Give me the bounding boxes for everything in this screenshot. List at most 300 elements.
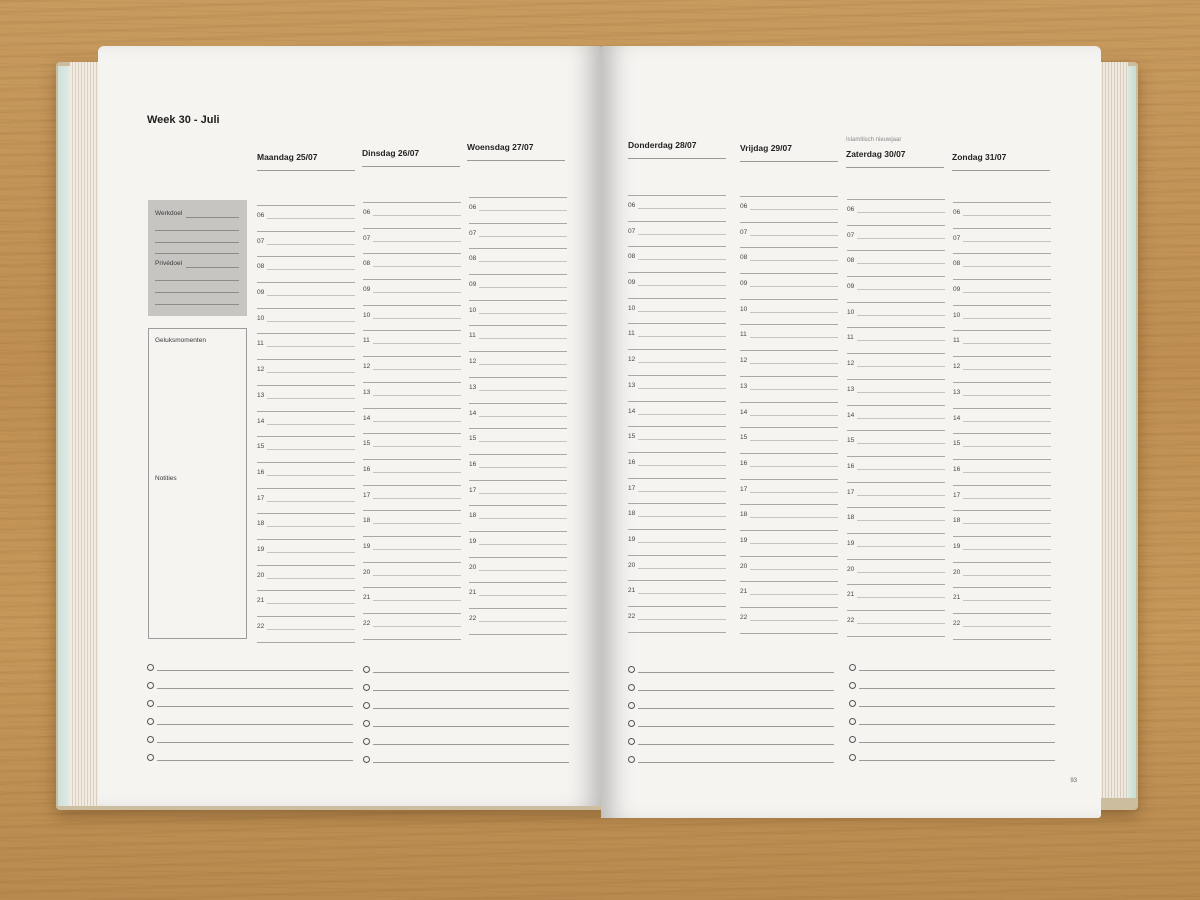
half-hour-line <box>267 603 355 604</box>
hour-label: 10 <box>257 314 265 322</box>
hour-row[interactable] <box>740 480 838 506</box>
half-hour-line <box>373 472 461 473</box>
hour-label: 10 <box>953 311 961 319</box>
hour-label: 21 <box>740 588 748 596</box>
hour-row[interactable] <box>469 249 567 275</box>
half-hour-line <box>857 443 945 444</box>
hour-grid <box>953 193 1051 640</box>
hour-label: 21 <box>847 591 855 599</box>
hour-row[interactable] <box>847 534 945 560</box>
half-hour-line <box>857 289 945 290</box>
day-column <box>628 140 726 159</box>
day-heading-rule <box>952 170 1050 171</box>
hour-row[interactable] <box>740 428 838 454</box>
hour-row[interactable] <box>363 331 461 357</box>
hour-row-top <box>363 193 461 203</box>
hour-row[interactable] <box>363 229 461 255</box>
todo-line <box>859 688 1055 689</box>
hour-row[interactable] <box>740 557 838 583</box>
hour-row[interactable] <box>363 254 461 280</box>
hour-row[interactable] <box>257 437 355 463</box>
hour-label: 20 <box>847 565 855 573</box>
hour-row[interactable] <box>363 203 461 229</box>
todo-item[interactable] <box>628 754 834 772</box>
half-hour-line <box>638 208 726 209</box>
half-hour-line <box>267 629 355 630</box>
todo-item[interactable] <box>849 680 1055 698</box>
todo-item[interactable] <box>363 700 569 718</box>
hour-row[interactable] <box>740 377 838 403</box>
half-hour-line <box>267 475 355 476</box>
hour-label: 07 <box>740 228 748 236</box>
hour-row[interactable] <box>953 254 1051 280</box>
hour-label: 06 <box>628 202 636 209</box>
hour-row[interactable] <box>257 309 355 335</box>
checkbox-circle-icon[interactable] <box>849 682 856 689</box>
todo-item[interactable] <box>147 698 353 716</box>
half-hour-line <box>373 626 461 627</box>
hour-label: 20 <box>363 568 371 576</box>
hour-row[interactable] <box>847 226 945 252</box>
hour-label: 21 <box>363 594 371 602</box>
hour-label: 08 <box>257 263 265 271</box>
hour-label: 16 <box>953 465 961 473</box>
checkbox-circle-icon[interactable] <box>628 720 635 727</box>
hour-row[interactable] <box>363 460 461 486</box>
half-hour-line <box>638 491 726 492</box>
hour-label: 18 <box>740 511 748 519</box>
half-hour-line <box>750 492 838 493</box>
checkbox-circle-icon[interactable] <box>628 666 635 673</box>
hour-row[interactable] <box>740 300 838 326</box>
hour-label: 20 <box>740 562 748 570</box>
half-hour-line <box>267 552 355 553</box>
hour-row[interactable] <box>740 505 838 531</box>
hour-row[interactable] <box>847 277 945 303</box>
hour-row[interactable] <box>363 537 461 563</box>
checkbox-circle-icon[interactable] <box>147 664 154 671</box>
checkbox-circle-icon[interactable] <box>849 664 856 671</box>
hour-row[interactable] <box>628 247 726 273</box>
hour-row[interactable] <box>628 324 726 350</box>
hour-row[interactable] <box>469 198 567 224</box>
hour-label: 18 <box>628 510 636 518</box>
hour-label: 08 <box>469 255 477 263</box>
todo-item[interactable] <box>628 700 834 718</box>
hour-row[interactable] <box>740 325 838 351</box>
hour-label: 19 <box>847 539 855 547</box>
hour-label: 09 <box>257 289 265 297</box>
half-hour-line <box>750 389 838 390</box>
hour-row[interactable] <box>363 357 461 383</box>
hour-row[interactable] <box>847 328 945 354</box>
half-hour-line <box>638 234 726 235</box>
hour-row[interactable] <box>953 383 1051 409</box>
todo-item[interactable] <box>147 680 353 698</box>
hour-row[interactable] <box>469 326 567 352</box>
hour-row[interactable] <box>953 331 1051 357</box>
hour-row[interactable] <box>363 280 461 306</box>
todo-line <box>373 726 569 727</box>
hour-row[interactable] <box>628 196 726 222</box>
half-hour-line <box>638 568 726 569</box>
happy-moments-box <box>148 328 247 639</box>
hour-row[interactable] <box>257 386 355 412</box>
todo-line <box>859 670 1055 671</box>
hour-row[interactable] <box>953 229 1051 255</box>
hour-row[interactable] <box>363 383 461 409</box>
hour-row[interactable] <box>628 222 726 248</box>
checkbox-circle-icon[interactable] <box>147 736 154 743</box>
hour-label: 06 <box>953 209 961 216</box>
todo-line <box>859 706 1055 707</box>
half-hour-line <box>963 395 1051 396</box>
todo-list <box>363 664 569 772</box>
hour-row[interactable] <box>469 481 567 507</box>
todo-line <box>373 690 569 691</box>
checkbox-circle-icon[interactable] <box>147 718 154 725</box>
hour-row[interactable] <box>469 404 567 430</box>
hour-row[interactable] <box>628 402 726 428</box>
half-hour-line <box>267 424 355 425</box>
hour-label: 14 <box>740 408 748 416</box>
hour-row[interactable] <box>469 275 567 301</box>
hour-row[interactable] <box>363 409 461 435</box>
half-hour-line <box>373 421 461 422</box>
hour-row[interactable] <box>257 463 355 489</box>
todo-item[interactable] <box>849 752 1055 770</box>
day-heading: Vrijdag 29/07 <box>740 143 792 153</box>
half-hour-line <box>750 209 838 210</box>
hour-row[interactable] <box>257 412 355 438</box>
half-hour-line <box>479 390 567 391</box>
hour-label: 14 <box>363 414 371 422</box>
hour-row[interactable] <box>363 563 461 589</box>
hour-row[interactable] <box>628 607 726 633</box>
day-column <box>257 152 355 171</box>
half-hour-line <box>479 621 567 622</box>
todo-item[interactable] <box>363 754 569 772</box>
hour-row[interactable] <box>740 582 838 608</box>
todo-item[interactable] <box>849 662 1055 680</box>
half-hour-line <box>373 215 461 216</box>
hour-row[interactable] <box>363 614 461 640</box>
hour-label: 06 <box>363 209 371 216</box>
checkbox-circle-icon[interactable] <box>363 756 370 763</box>
half-hour-line <box>373 446 461 447</box>
checkbox-circle-icon[interactable] <box>363 720 370 727</box>
half-hour-line <box>638 388 726 389</box>
hour-row[interactable] <box>847 457 945 483</box>
hour-row[interactable] <box>740 197 838 223</box>
day-heading: Woensdag 27/07 <box>467 142 534 152</box>
hour-row[interactable] <box>363 434 461 460</box>
hour-row[interactable] <box>740 351 838 377</box>
hour-row[interactable] <box>628 556 726 582</box>
half-hour-line <box>373 600 461 601</box>
hour-row[interactable] <box>953 460 1051 486</box>
hour-row[interactable] <box>847 406 945 432</box>
hour-row[interactable] <box>953 409 1051 435</box>
day-heading-rule <box>628 158 726 159</box>
hour-row-top <box>257 196 355 206</box>
hour-row[interactable] <box>257 566 355 592</box>
day-heading: Zaterdag 30/07 <box>846 149 906 159</box>
hour-row[interactable] <box>953 563 1051 589</box>
hour-row[interactable] <box>740 403 838 429</box>
hour-row[interactable] <box>363 511 461 537</box>
hour-row[interactable] <box>363 306 461 332</box>
todo-item[interactable] <box>363 718 569 736</box>
half-hour-line <box>963 343 1051 344</box>
hour-row[interactable] <box>628 427 726 453</box>
hour-row[interactable] <box>469 609 567 635</box>
todo-item[interactable] <box>628 664 834 682</box>
hour-label: 22 <box>363 620 371 627</box>
hour-label: 06 <box>257 212 265 219</box>
hour-row[interactable] <box>740 531 838 557</box>
todo-item[interactable] <box>147 716 353 734</box>
happy-moments-label: Geluksmomenten <box>155 337 206 344</box>
hour-label: 11 <box>257 340 264 348</box>
hour-row[interactable] <box>257 617 355 643</box>
half-hour-line <box>750 466 838 467</box>
hour-row[interactable] <box>953 511 1051 537</box>
checkbox-circle-icon[interactable] <box>628 684 635 691</box>
todo-line <box>373 744 569 745</box>
hour-label: 14 <box>953 414 961 422</box>
todo-line <box>157 742 353 743</box>
half-hour-line <box>857 572 945 573</box>
hour-row[interactable] <box>847 251 945 277</box>
half-hour-line <box>267 398 355 399</box>
checkbox-circle-icon[interactable] <box>147 682 154 689</box>
todo-item[interactable] <box>849 716 1055 734</box>
hour-row[interactable] <box>469 455 567 481</box>
hour-row[interactable] <box>628 504 726 530</box>
hour-label: 11 <box>469 332 476 340</box>
half-hour-line <box>267 321 355 322</box>
page-number: 93 <box>1070 778 1077 784</box>
hour-row[interactable] <box>469 532 567 558</box>
day-column <box>362 148 460 167</box>
hour-row[interactable] <box>257 206 355 232</box>
holiday-note: Islamitisch nieuwjaar <box>846 137 902 143</box>
hour-row[interactable] <box>847 200 945 226</box>
hour-row[interactable] <box>469 429 567 455</box>
hour-label: 19 <box>628 535 636 543</box>
hour-grid <box>469 188 567 635</box>
checkbox-circle-icon[interactable] <box>628 702 635 709</box>
hour-label: 14 <box>847 411 855 419</box>
half-hour-line <box>479 570 567 571</box>
goal-line <box>186 267 239 268</box>
hour-row[interactable] <box>628 350 726 376</box>
hour-row[interactable] <box>847 354 945 380</box>
day-heading: Donderdag 28/07 <box>628 140 697 150</box>
todo-item[interactable] <box>147 734 353 752</box>
hour-label: 16 <box>628 458 636 466</box>
half-hour-line <box>267 218 355 219</box>
hour-row[interactable] <box>628 299 726 325</box>
hour-label: 12 <box>740 357 748 365</box>
hour-row[interactable] <box>469 378 567 404</box>
hour-row[interactable] <box>953 486 1051 512</box>
todo-item[interactable] <box>628 718 834 736</box>
hour-label: 11 <box>847 334 854 342</box>
hour-label: 15 <box>847 437 855 445</box>
hour-row[interactable] <box>628 376 726 402</box>
hour-row[interactable] <box>953 357 1051 383</box>
todo-line <box>859 724 1055 725</box>
hour-row[interactable] <box>257 360 355 386</box>
checkbox-circle-icon[interactable] <box>849 700 856 707</box>
hour-row[interactable] <box>257 257 355 283</box>
checkbox-circle-icon[interactable] <box>628 756 635 763</box>
half-hour-line <box>857 597 945 598</box>
half-hour-line <box>750 286 838 287</box>
day-heading-rule <box>467 160 565 161</box>
hour-label: 15 <box>363 440 371 448</box>
hour-label: 10 <box>469 306 477 314</box>
checkbox-circle-icon[interactable] <box>849 736 856 743</box>
hour-row[interactable] <box>953 614 1051 640</box>
half-hour-line <box>963 266 1051 267</box>
day-column <box>846 149 944 168</box>
hour-row[interactable] <box>740 454 838 480</box>
hour-label: 19 <box>740 536 748 544</box>
hour-label: 20 <box>953 568 961 576</box>
hour-label: 15 <box>469 435 477 443</box>
checkbox-circle-icon[interactable] <box>147 754 154 761</box>
hour-row[interactable] <box>847 303 945 329</box>
half-hour-line <box>750 260 838 261</box>
hour-row[interactable] <box>847 380 945 406</box>
hour-label: 17 <box>257 494 265 502</box>
todo-item[interactable] <box>628 682 834 700</box>
hour-row[interactable] <box>740 223 838 249</box>
hour-row[interactable] <box>847 483 945 509</box>
hour-row[interactable] <box>628 273 726 299</box>
half-hour-line <box>267 501 355 502</box>
todo-item[interactable] <box>147 752 353 770</box>
hour-row[interactable] <box>257 283 355 309</box>
hour-label: 09 <box>363 286 371 294</box>
hour-row[interactable] <box>740 608 838 634</box>
hour-label: 17 <box>469 486 477 494</box>
todo-item[interactable] <box>363 736 569 754</box>
goal-line <box>155 292 239 293</box>
half-hour-line <box>479 364 567 365</box>
hour-row[interactable] <box>469 224 567 250</box>
half-hour-line <box>857 418 945 419</box>
half-hour-line <box>963 446 1051 447</box>
todo-line <box>638 762 834 763</box>
hour-label: 18 <box>257 520 265 528</box>
hour-row[interactable] <box>953 537 1051 563</box>
todo-item[interactable] <box>363 664 569 682</box>
checkbox-circle-icon[interactable] <box>849 718 856 725</box>
checkbox-circle-icon[interactable] <box>849 754 856 761</box>
hour-row[interactable] <box>469 583 567 609</box>
hour-row[interactable] <box>257 540 355 566</box>
hour-row[interactable] <box>257 514 355 540</box>
hour-row[interactable] <box>953 306 1051 332</box>
half-hour-line <box>373 369 461 370</box>
checkbox-circle-icon[interactable] <box>363 684 370 691</box>
hour-row[interactable] <box>363 588 461 614</box>
hour-row[interactable] <box>469 352 567 378</box>
hour-row[interactable] <box>628 530 726 556</box>
hour-row[interactable] <box>847 431 945 457</box>
todo-item[interactable] <box>147 662 353 680</box>
hour-row[interactable] <box>953 588 1051 614</box>
hour-row[interactable] <box>953 203 1051 229</box>
hour-row[interactable] <box>257 334 355 360</box>
hour-label: 22 <box>953 620 961 627</box>
hour-row[interactable] <box>628 453 726 479</box>
hour-label: 22 <box>740 614 748 621</box>
todo-item[interactable] <box>849 734 1055 752</box>
hour-row[interactable] <box>469 506 567 532</box>
checkbox-circle-icon[interactable] <box>363 738 370 745</box>
goal-line <box>155 304 239 305</box>
checkbox-circle-icon[interactable] <box>147 700 154 707</box>
checkbox-circle-icon[interactable] <box>363 702 370 709</box>
half-hour-line <box>750 594 838 595</box>
hour-row[interactable] <box>628 581 726 607</box>
hour-row[interactable] <box>740 274 838 300</box>
half-hour-line <box>857 520 945 521</box>
hour-row[interactable] <box>847 560 945 586</box>
hour-label: 12 <box>628 356 636 364</box>
hour-label: 21 <box>257 597 265 605</box>
todo-item[interactable] <box>849 698 1055 716</box>
hour-label: 08 <box>363 260 371 268</box>
hour-row[interactable] <box>847 585 945 611</box>
hour-row[interactable] <box>953 434 1051 460</box>
hour-row[interactable] <box>847 508 945 534</box>
hour-row[interactable] <box>740 248 838 274</box>
hour-row[interactable] <box>847 611 945 637</box>
hour-row[interactable] <box>953 280 1051 306</box>
hour-label: 07 <box>628 227 636 235</box>
half-hour-line <box>373 498 461 499</box>
hour-row[interactable] <box>257 489 355 515</box>
hour-row[interactable] <box>469 558 567 584</box>
todo-item[interactable] <box>363 682 569 700</box>
todo-line <box>373 762 569 763</box>
hour-row[interactable] <box>257 232 355 258</box>
hour-label: 21 <box>628 587 636 595</box>
todo-item[interactable] <box>628 736 834 754</box>
hour-row[interactable] <box>363 486 461 512</box>
hour-row[interactable] <box>628 479 726 505</box>
half-hour-line <box>479 544 567 545</box>
half-hour-line <box>267 295 355 296</box>
half-hour-line <box>750 337 838 338</box>
todo-list <box>849 662 1055 770</box>
checkbox-circle-icon[interactable] <box>363 666 370 673</box>
hour-row[interactable] <box>257 591 355 617</box>
half-hour-line <box>857 238 945 239</box>
hour-label: 14 <box>628 407 636 415</box>
hour-label: 11 <box>363 337 370 345</box>
half-hour-line <box>750 543 838 544</box>
hour-row[interactable] <box>469 301 567 327</box>
checkbox-circle-icon[interactable] <box>628 738 635 745</box>
half-hour-line <box>857 340 945 341</box>
